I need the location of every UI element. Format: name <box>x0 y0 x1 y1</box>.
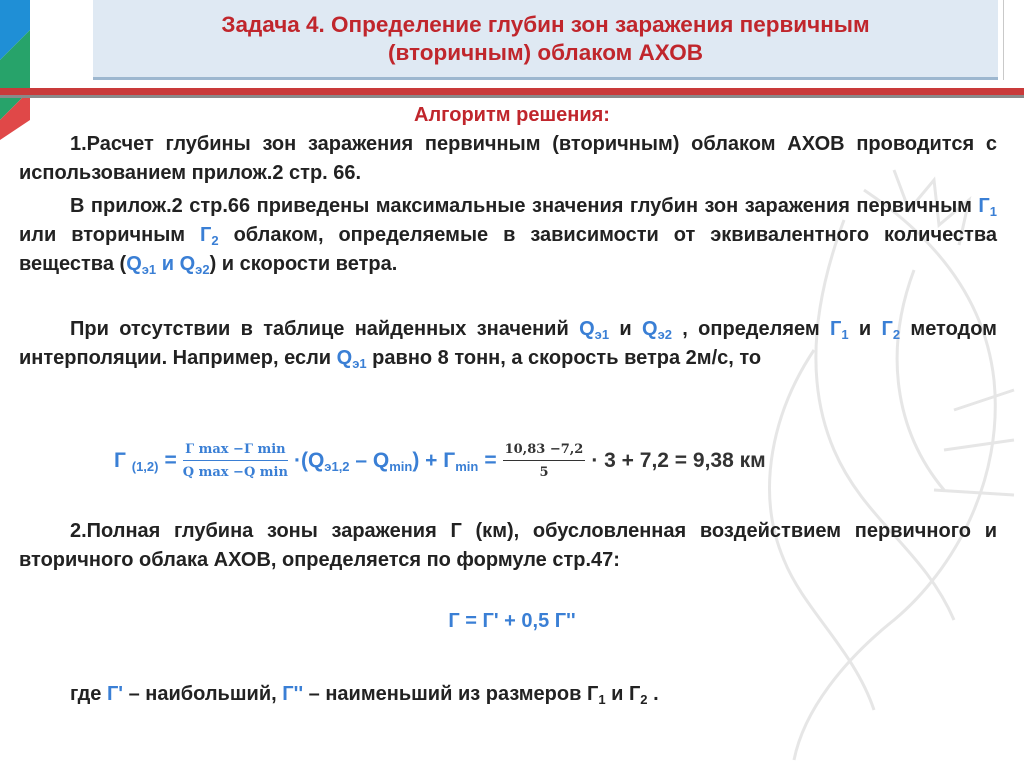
fraction-g-over-q <box>183 442 288 480</box>
paragraph-appendix-info <box>19 192 997 279</box>
algorithm-heading: Алгоритм решения: <box>414 104 610 126</box>
formula-middle: $\cdot(Q_{э1,2} - Q_{min}) + Г_{min}$ <box>293 449 479 474</box>
text-fragment: В прилож.2 стр.66 приведены максимальные значения глубин зон заражения первичным <box>70 195 979 217</box>
g2-symbol: $Г_2$ <box>881 318 901 342</box>
equals-sign: = <box>164 449 177 472</box>
right-rule <box>1003 0 1004 80</box>
g1-symbol: $Г_1$ <box>978 195 997 219</box>
text-fragment: или вторичным <box>19 224 201 246</box>
g-prime-symbol: Г' <box>106 683 124 705</box>
formula-lhs: Г $_{(1,2)}$ <box>114 449 159 474</box>
fraction-numerator: Г max −Г min <box>183 442 288 461</box>
paragraph-step-1: 1.Расчет глубины зон заражения первичным (вторичным) облаком АХОВ проводится с использованием прилож.2 стр. 66. <box>19 133 997 184</box>
text-fragment: равно 8 тонн, а скорость ветра 2м/с, то <box>366 347 762 369</box>
formula-result: · 3 + 7,2 = 9,38 км <box>591 449 766 472</box>
q2-symbol: $Q_{э2}$ <box>642 318 672 342</box>
paragraph-interpolation <box>19 315 997 373</box>
fraction-numerator: 10,83 −7,2 <box>503 442 586 461</box>
slide-title-line-2: (вторичным) облаком АХОВ <box>388 39 703 65</box>
q1-symbol: $Q_{э1}$ <box>579 318 610 342</box>
text-fragment: и <box>156 253 180 275</box>
equals-sign: = <box>484 449 497 472</box>
paragraph-step-2: 2.Полная глубина зоны заражения Г (км), обусловленная воздействием первичного и вторичного облака АХОВ, определяется по формуле стр.47: <box>19 520 997 571</box>
fraction-denominator: 5 <box>539 465 549 480</box>
text-fragment: ) и скорости ветра. <box>209 253 398 275</box>
fraction-numeric <box>503 442 586 480</box>
text-fragment: и <box>609 318 642 340</box>
formula-note: где Г' – наибольший, Г'' – наименьший из размеров $Г_1$ и $Г_2$ . <box>70 683 659 707</box>
interpolation-formula <box>114 436 766 486</box>
g2-symbol: $Г_2$ <box>200 224 219 248</box>
q1-symbol: $Q_{э1}$ <box>126 253 157 277</box>
total-depth-formula: Г = Г' + 0,5 Г'' <box>448 610 576 632</box>
g1-symbol: $Г_1$ <box>829 318 849 342</box>
fraction-denominator: Q max −Q min <box>182 465 288 480</box>
text-fragment: , определяем <box>671 318 830 340</box>
text-fragment: облаком, определяемые в зависимости от эквивалентного количества вещества ( <box>19 224 997 275</box>
slide-title-banner <box>93 0 998 80</box>
q2-symbol: $Q_{э2}$ <box>179 253 210 277</box>
text-fragment: При отсутствии в таблице найденных значений <box>70 318 580 340</box>
title-underline-strip <box>0 88 1024 95</box>
text-fragment: и <box>848 318 882 340</box>
q3-symbol: $Q_{э1}$ <box>336 347 367 371</box>
text-fragment: методом интерполяции. Например, если <box>19 318 997 369</box>
slide-title-line-1: Задача 4. Определение глубин зон заражения первичным <box>221 11 870 37</box>
g-double-prime-symbol: Г'' <box>282 683 304 705</box>
